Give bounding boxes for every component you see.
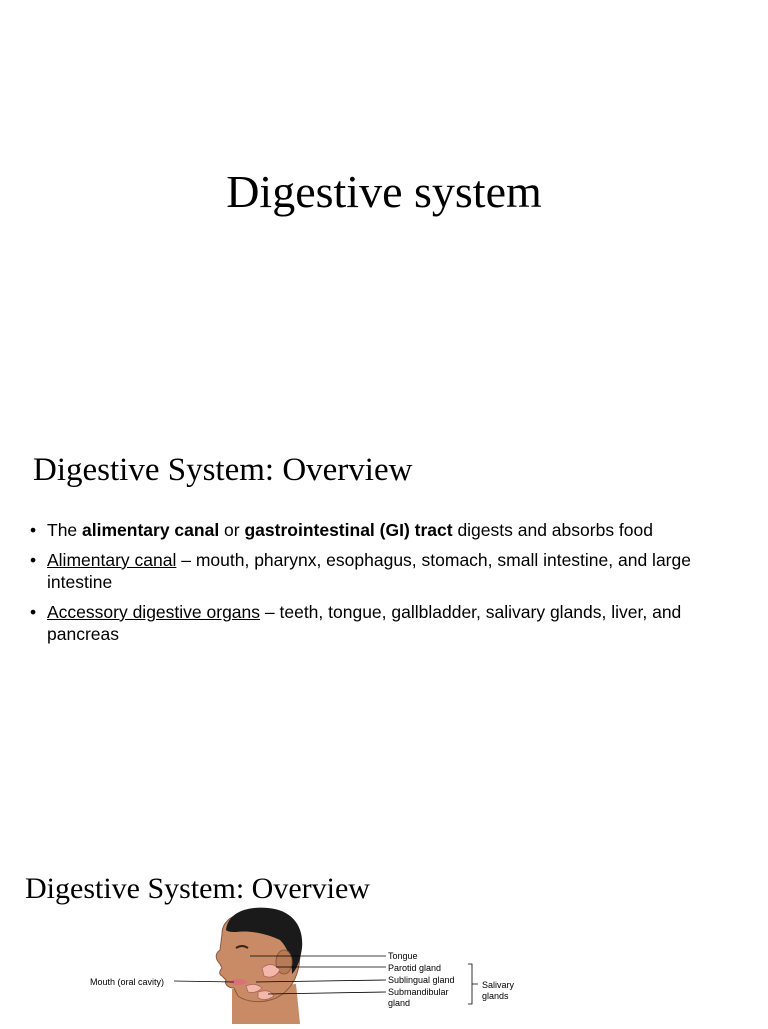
label-salivary-1: Salivary	[482, 980, 515, 990]
overview-slide	[0, 400, 768, 820]
bold-term: alimentary canal	[82, 520, 220, 540]
label-parotid-gland: Parotid gland	[388, 963, 442, 973]
slide-heading: Digestive System: Overview	[33, 452, 413, 488]
bullet-dot-icon: •	[30, 602, 37, 622]
bullet-text: – mouth, pharynx, esophagus, stomach, small intestine, and large intestine	[47, 550, 691, 592]
bullet-dot-icon: •	[30, 520, 37, 540]
bold-term: gastrointestinal (GI) tract	[244, 520, 453, 540]
head-illustration	[0, 904, 768, 1024]
slide-heading: Digestive System: Overview	[25, 872, 370, 905]
label-sublingual-gland: Sublingual gland	[388, 975, 455, 985]
bullet-item	[30, 601, 720, 645]
underlined-term: Accessory digestive organs	[47, 602, 261, 622]
bullet-list	[30, 519, 720, 653]
bullet-item	[30, 519, 720, 541]
main-title: Digestive system	[226, 166, 542, 217]
label-tongue: Tongue	[388, 951, 418, 961]
bullet-text: The	[47, 520, 83, 540]
leader-line	[174, 981, 234, 982]
overview-figure-slide	[0, 820, 768, 1024]
bullet-text: digests and absorbs food	[452, 520, 653, 540]
title-slide	[0, 0, 768, 400]
bullet-item	[30, 549, 720, 593]
bullet-dot-icon: •	[30, 550, 37, 570]
bullet-text: – teeth, tongue, gallbladder, salivary glands, liver, and pancreas	[47, 602, 682, 644]
label-mouth: Mouth (oral cavity)	[90, 977, 165, 987]
bullet-text: or	[219, 520, 245, 540]
salivary-bracket	[468, 964, 478, 1004]
label-submandibular-2: gland	[388, 998, 411, 1008]
label-submandibular-1: Submandibular	[388, 987, 449, 997]
label-salivary-2: glands	[482, 991, 509, 1001]
underlined-term: Alimentary canal	[47, 550, 177, 570]
head-anatomy-figure	[0, 904, 768, 1024]
